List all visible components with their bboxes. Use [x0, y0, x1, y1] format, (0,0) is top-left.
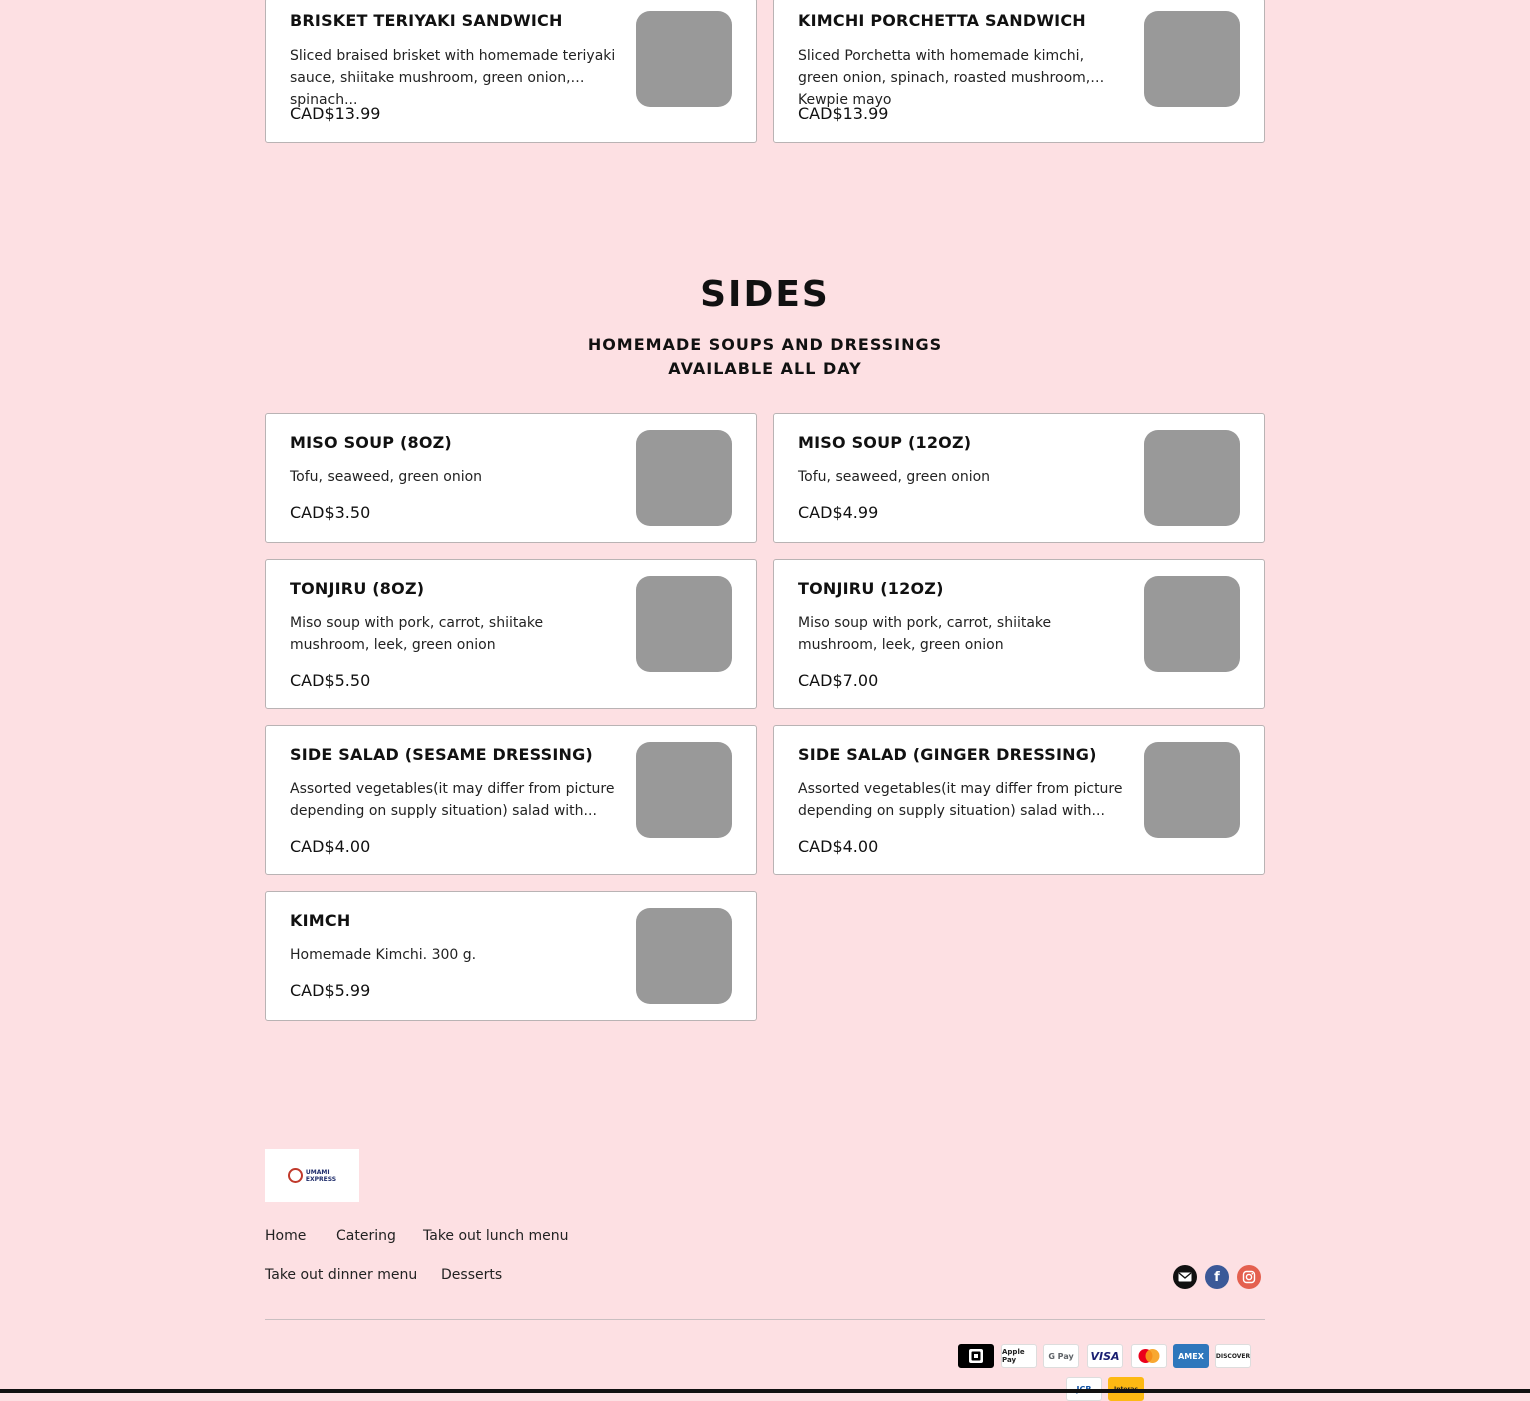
item-image[interactable]	[1144, 742, 1240, 838]
item-description: Sliced Porchetta with homemade kimchi, green onion, spinach, roasted mushroom, Kewpie mayo	[798, 48, 1091, 108]
instagram-icon[interactable]	[1237, 1265, 1261, 1289]
item-price: CAD$7.00	[798, 671, 879, 690]
amex-icon: AMEX	[1173, 1344, 1209, 1368]
item-image[interactable]	[636, 742, 732, 838]
footer-link-desserts[interactable]: Desserts	[441, 1267, 503, 1283]
footer-link-home[interactable]: Home	[265, 1228, 307, 1244]
section-title: SIDES	[700, 274, 830, 315]
email-icon[interactable]	[1173, 1265, 1197, 1289]
item-name: KIMCH	[290, 911, 351, 930]
item-description: Assorted vegetables(it may differ from picture depending on supply situation) salad with...	[798, 781, 1123, 819]
section-subtitle: HOMEMADE SOUPS AND DRESSINGS	[587, 335, 943, 354]
footer-divider	[265, 1319, 1265, 1320]
mastercard-icon	[1131, 1344, 1167, 1368]
logo-text: UMAMI EXPRESS	[305, 1168, 337, 1183]
item-description: Miso soup with pork, carrot, shiitake mushroom, leek, green onion	[798, 615, 1052, 653]
footer-link-dinner-menu[interactable]: Take out dinner menu	[265, 1267, 418, 1283]
footer-link-lunch-menu[interactable]: Take out lunch menu	[423, 1228, 569, 1244]
menu-item-card[interactable]	[773, 559, 1265, 709]
item-name: TONJIRU (12OZ)	[798, 579, 944, 598]
item-name: MISO SOUP (12OZ)	[798, 433, 972, 452]
item-description: Assorted vegetables(it may differ from picture depending on supply situation) salad with...	[290, 781, 615, 819]
item-name: BRISKET TERIYAKI SANDWICH	[290, 11, 563, 30]
footer-logo[interactable]	[265, 1149, 359, 1202]
item-image[interactable]	[1144, 430, 1240, 526]
item-description: Tofu, seaweed, green onion	[290, 469, 483, 485]
menu-item-card[interactable]	[265, 0, 757, 143]
item-image[interactable]	[636, 11, 732, 107]
item-description: Tofu, seaweed, green onion	[798, 469, 991, 485]
menu-item-card[interactable]	[773, 725, 1265, 875]
apple-pay-icon: Apple Pay	[1001, 1344, 1037, 1368]
section-subtitle: AVAILABLE ALL DAY	[668, 359, 862, 378]
item-description: Sliced braised brisket with homemade teriyaki sauce, shiitake mushroom, green onion, spinach...	[290, 48, 616, 108]
facebook-icon[interactable]: f	[1205, 1265, 1229, 1289]
menu-item-card[interactable]	[265, 891, 757, 1021]
item-name: TONJIRU (8OZ)	[290, 579, 425, 598]
item-price: CAD$3.50	[290, 503, 371, 522]
item-image[interactable]	[636, 576, 732, 672]
item-price: CAD$4.00	[290, 837, 371, 856]
item-name: SIDE SALAD (SESAME DRESSING)	[290, 745, 593, 764]
discover-icon: DISCOVER	[1215, 1344, 1251, 1368]
item-name: MISO SOUP (8OZ)	[290, 433, 452, 452]
item-price: CAD$5.99	[290, 981, 371, 1000]
item-image[interactable]	[1144, 11, 1240, 107]
item-price: CAD$5.50	[290, 671, 371, 690]
item-name: KIMCHI PORCHETTA SANDWICH	[798, 11, 1086, 30]
menu-item-card[interactable]	[265, 413, 757, 543]
menu-item-card[interactable]	[773, 0, 1265, 143]
item-description: Homemade Kimchi. 300 g.	[290, 947, 477, 963]
item-price: CAD$4.99	[798, 503, 879, 522]
footer-link-catering[interactable]: Catering	[336, 1228, 396, 1244]
item-image[interactable]	[1144, 576, 1240, 672]
item-image[interactable]	[636, 908, 732, 1004]
item-price: CAD$13.99	[798, 104, 889, 123]
square-pay-icon	[958, 1344, 994, 1368]
visa-icon: VISA	[1087, 1344, 1123, 1368]
item-description: Miso soup with pork, carrot, shiitake mushroom, leek, green onion	[290, 615, 544, 653]
item-price: CAD$4.00	[798, 837, 879, 856]
menu-item-card[interactable]	[773, 413, 1265, 543]
item-name: SIDE SALAD (GINGER DRESSING)	[798, 745, 1097, 764]
menu-item-card[interactable]	[265, 559, 757, 709]
logo-mark-icon	[288, 1168, 303, 1183]
item-image[interactable]	[636, 430, 732, 526]
google-pay-icon: G Pay	[1043, 1344, 1079, 1368]
item-price: CAD$13.99	[290, 104, 381, 123]
bottom-edge-bar	[0, 1389, 1530, 1393]
menu-item-card[interactable]	[265, 725, 757, 875]
